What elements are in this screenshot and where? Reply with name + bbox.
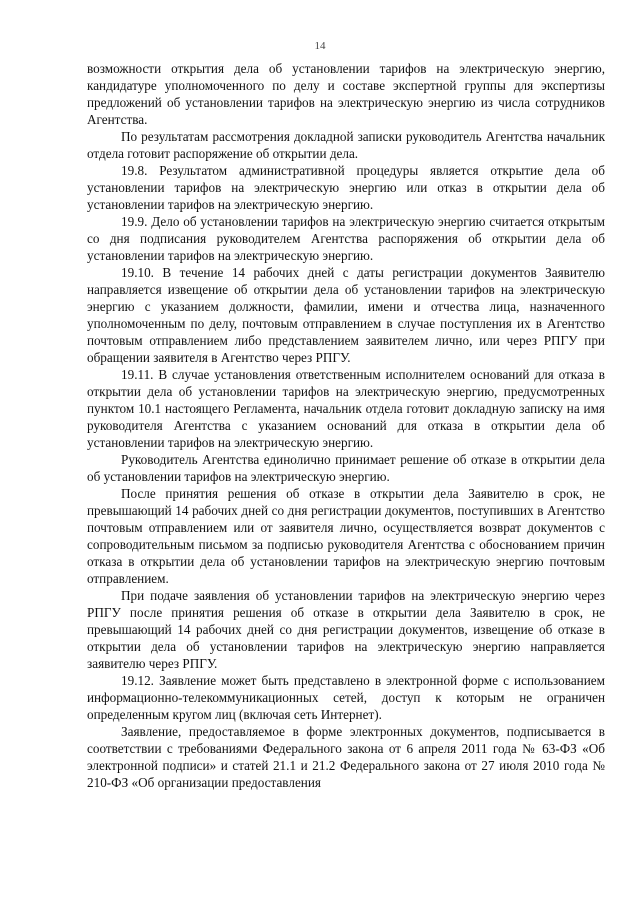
paragraph: После принятия решения об отказе в открытии дела Заявителю в срок, не превышающий 14 рабочих дней со дня регистрации документов, поступивших в Агентство почтовым отправлением или от заявителя лично, осуществляется возврат документов с сопроводительным письмом за подписью руководителя Агентства с обоснованием причин отказа в открытии дела об установлении тарифов на электрическую энергию почтовым отправлением. bbox=[87, 486, 605, 586]
page-number: 14 bbox=[314, 40, 326, 52]
paragraph: 19.11. В случае установления ответственным исполнителем оснований для отказа в открытии дела об установлении тарифов на электрическую энергию, предусмотренных пунктом 10.1 настоящего Регламента, начальник отдела готовит докладную записку на имя руководителя Агентства с указанием оснований для отказа в открытии дела об установлении тарифов на электрическую энергию. bbox=[87, 367, 605, 450]
paragraph: 19.8. Результатом административной процедуры является открытие дела об установлении тарифов на электрическую энергию или отказ в открытии дела об установлении тарифов на электрическую энергию. bbox=[87, 163, 605, 212]
paragraph: При подаче заявления об установлении тарифов на электрическую энергию через РПГУ после принятия решения об отказе в открытии дела Заявителю в срок, не превышающий 14 рабочих дней со дня регистрации документов, извещение об отказе в открытии дела об установлении тарифов на электрическую энергию направляется заявителю через РПГУ. bbox=[87, 588, 605, 671]
paragraph: Заявление, предоставляемое в форме электронных документов, подписывается в соответствии с требованиями Федерального закона от 6 апреля 2011 года № 63-ФЗ «Об электронной подписи» и статей 21.1 и 21.2 Федерального закона от 27 июля 2010 года № 210-ФЗ «Об организации предоставления bbox=[87, 724, 605, 790]
paragraph: 19.9. Дело об установлении тарифов на электрическую энергию считается открытым со дня подписания руководителем Агентства распоряжения об открытии дела об установлении тарифов на электрическую энергию. bbox=[87, 214, 605, 263]
paragraph: возможности открытия дела об установлении тарифов на электрическую энергию, кандидатуре уполномоченного по делу и составе экспертной группы для экспертизы предложений об установлении тарифов на электрическую энергию из числа сотрудников Агентства. bbox=[87, 61, 605, 127]
paragraph: Руководитель Агентства единолично принимает решение об отказе в открытии дела об установлении тарифов на электрическую энергию. bbox=[87, 452, 605, 484]
paragraph: 19.10. В течение 14 рабочих дней с даты регистрации документов Заявителю направляется извещение об открытии дела об установлении тарифов на электрическую энергию с указанием должности, фамилии, имени и отчества лица, назначенного уполномоченным по делу, почтовым отправлением в случае поступления их в Агентство почтовым отправлением либо представлением заявителем лично, или через РПГУ при обращении заявителя в Агентство через РПГУ. bbox=[87, 265, 605, 365]
paragraph: По результатам рассмотрения докладной записки руководитель Агентства начальник отдела готовит распоряжение об открытии дела. bbox=[87, 129, 605, 161]
paragraph: 19.12. Заявление может быть представлено в электронной форме с использованием информационно-телекоммуникационных сетей, доступ к которым не ограничен определенным кругом лиц (включая сеть Интернет). bbox=[87, 673, 605, 722]
document-body bbox=[87, 60, 605, 791]
